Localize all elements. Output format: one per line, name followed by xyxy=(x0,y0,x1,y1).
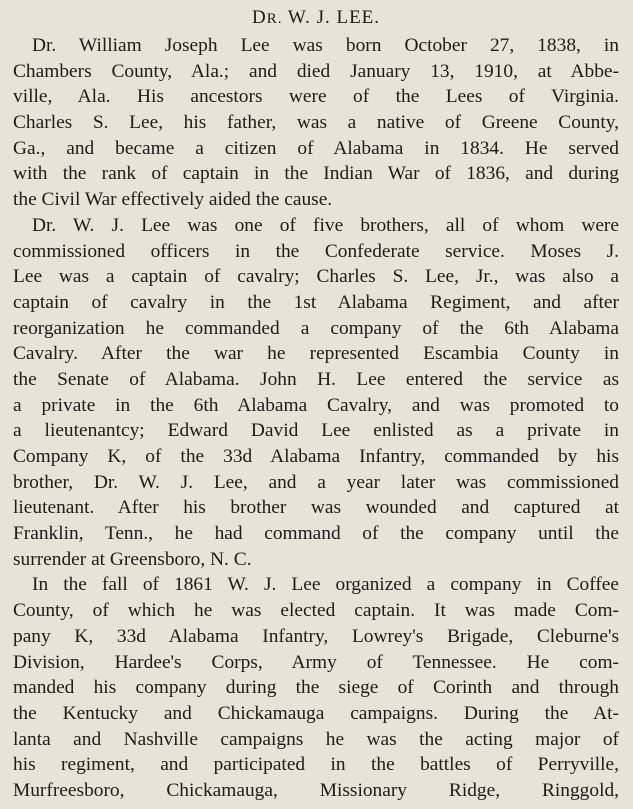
text-line: ville, Ala. His ancestors were of the Lees of Virginia. xyxy=(13,86,619,108)
paragraph xyxy=(13,572,619,803)
text-line: captain of cavalry in the 1st Alabama Regiment, and after xyxy=(13,291,619,313)
text-line: Franklin, Tenn., he had command of the company until the xyxy=(13,523,619,545)
paragraph xyxy=(13,33,619,213)
text-line: commissioned officers in the Confederate service. Moses J. xyxy=(13,240,619,262)
text-line: Company K, of the 33d Alabama Infantry, commanded by his xyxy=(13,446,619,467)
text-line: Murfreesboro, Chickamauga, Missionary Ridge, Ringgold, xyxy=(13,779,619,801)
text-line: with the rank of captain in the Indian War of 1836, and during xyxy=(13,163,619,185)
text-line: manded his company during the siege of Corinth and through xyxy=(13,677,619,699)
text-line: reorganization he commanded a company of the 6th Alabama xyxy=(13,317,619,339)
text-line: Ga., and became a citizen of Alabama in 1834. He served xyxy=(13,137,619,159)
text-line: a lieutenantcy; Edward David Lee enlisted as a private in xyxy=(13,420,619,442)
text-line: County, of which he was elected captain. It was made Com- xyxy=(13,600,619,622)
title-prefix: D xyxy=(251,7,267,28)
text-line: Dr. W. J. Lee was one of five brothers, all of whom were xyxy=(32,214,619,236)
text-line: pany K, 33d Alabama Infantry, Lowrey's Brigade, Cleburne's xyxy=(13,625,619,647)
text-line: Cavalry. After the war he represented Escambia County in xyxy=(13,343,619,365)
text-line: In the fall of 1861 W. J. Lee organized a company in Coffee xyxy=(32,574,619,596)
text-line: lieutenant. After his brother was wounded and captured at xyxy=(13,497,619,519)
text-line: the Senate of Alabama. John H. Lee entered the service as xyxy=(13,368,619,390)
page-title xyxy=(13,4,619,33)
text-line: lanta and Nashville campaigns he was the acting major of xyxy=(13,728,619,750)
body-text xyxy=(13,33,619,804)
text-line: Dr. William Joseph Lee was born October 27, 1838, in xyxy=(32,35,619,56)
text-line: brother, Dr. W. J. Lee, and a year later was commissioned xyxy=(13,471,619,493)
text-line: Lee was a captain of cavalry; Charles S. Lee, Jr., was also a xyxy=(13,266,619,288)
title-rest: W. J. LEE. xyxy=(282,7,381,28)
text-line: his regiment, and participated in the battles of Perryville, xyxy=(13,754,619,776)
paragraph xyxy=(13,213,619,573)
title-prefix-small: R. xyxy=(266,11,283,27)
text-line: Charles S. Lee, his father, was a native of Greene County, xyxy=(13,112,619,134)
text-line: a private in the 6th Alabama Cavalry, and was promoted to xyxy=(13,394,619,416)
text-line: surrender at Greensboro, N. C. xyxy=(13,548,252,570)
text-line: Chambers County, Ala.; and died January 13, 1910, at Abbe- xyxy=(13,60,619,82)
text-line: Division, Hardee's Corps, Army of Tennessee. He com- xyxy=(13,651,619,673)
text-line: the Kentucky and Chickamauga campaigns. During the At- xyxy=(13,702,619,724)
text-line: the Civil War effectively aided the cause. xyxy=(13,189,333,211)
